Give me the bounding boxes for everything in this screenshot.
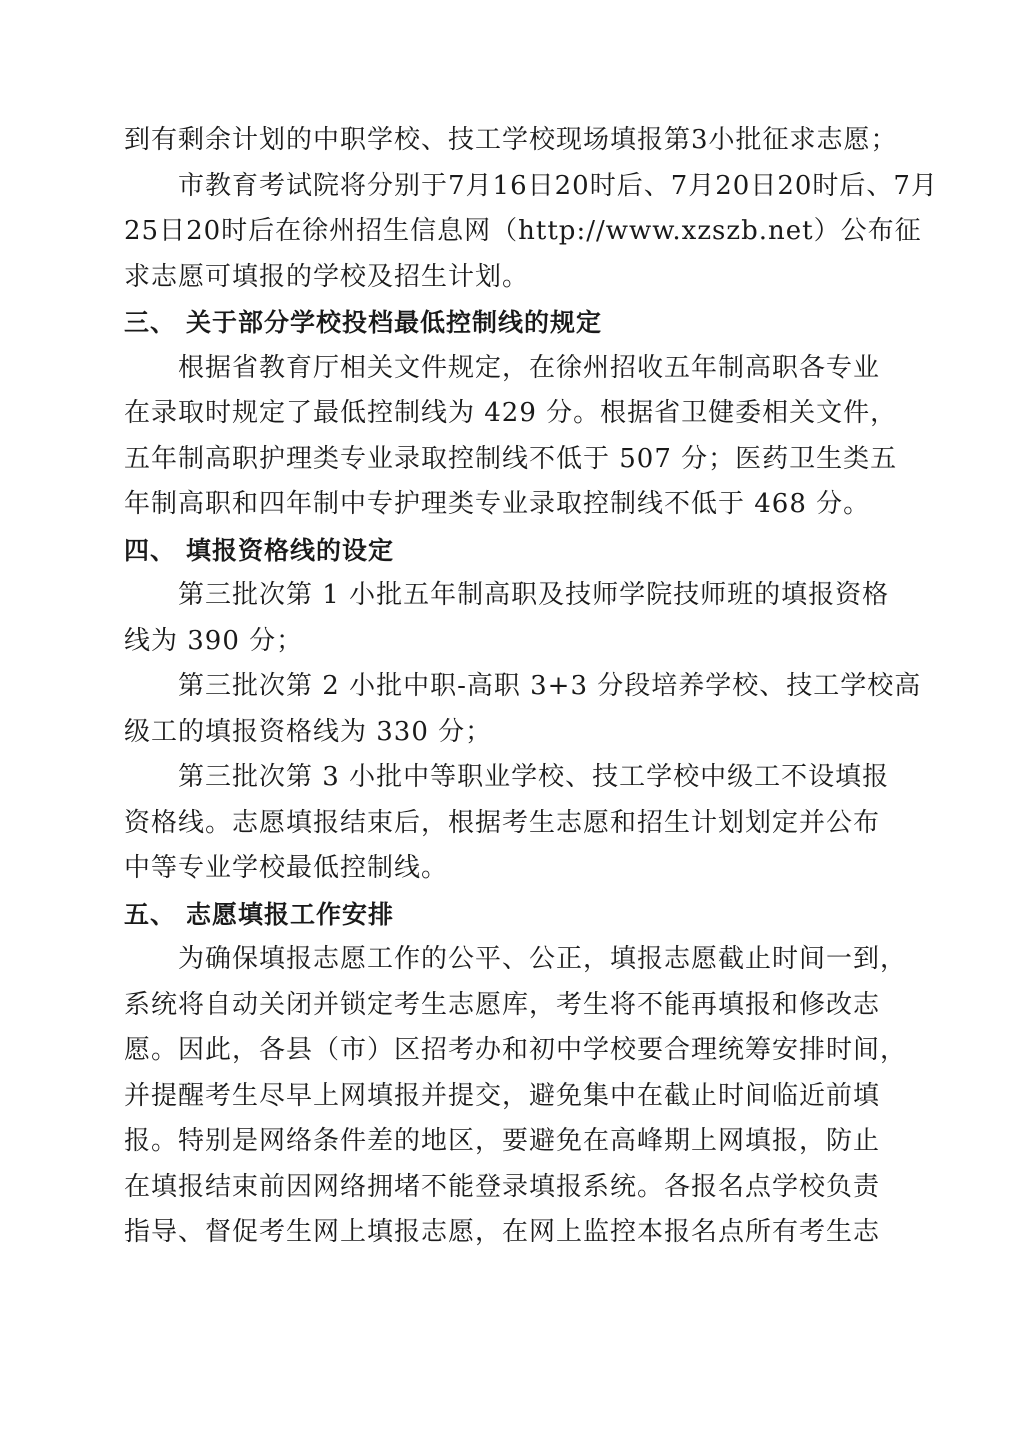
paragraph-first-line: 第三批次第 1 小批五年制高职及技师学院技师班的填报资格 [178, 580, 890, 610]
section-number: 五、 [124, 899, 177, 929]
paragraph-line: 愿。因此，各县（市）区招考办和初中学校要合理统筹安排时间， [124, 1035, 908, 1065]
paragraph-line: 线为 390 分； [124, 625, 304, 656]
paragraph-line: 在录取时规定了最低控制线为 429 分。根据省卫健委相关文件， [124, 398, 898, 428]
paragraph-line: 25日20时后在徐州招生信息网（http://www.xzszb.net）公布征 [124, 216, 922, 246]
section-number: 三、 [124, 308, 177, 337]
paragraph-first-line: 市教育考试院将分别于7月16日20时后、7月20日20时后、7月 [178, 170, 938, 201]
paragraph-first-line: 为确保填报志愿工作的公平、公正，填报志愿截止时间一到， [178, 944, 908, 974]
paragraph-line: 年制高职和四年制中专护理类专业录取控制线不低于 468 分。 [124, 489, 871, 519]
paragraph-line: 报。特别是网络条件差的地区，要避免在高峰期上网填报，防止 [124, 1126, 881, 1156]
section-heading [124, 528, 904, 574]
document-body [124, 118, 938, 1256]
section-number: 四、 [124, 535, 177, 565]
paragraph-line: 求志愿可填报的学校及招生计划。 [124, 261, 530, 292]
paragraph-line: 资格线。志愿填报结束后，根据考生志愿和招生计划划定并公布 [124, 807, 881, 838]
section-heading [124, 892, 904, 938]
paragraph-line: 指导、督促考生网上填报志愿，在网上监控本报名点所有考生志 [124, 1217, 881, 1247]
paragraph-line: 到有剩余计划的中职学校、技工学校现场填报第3小批征求志愿； [124, 125, 898, 155]
paragraph-line: 中等专业学校最低控制线。 [124, 853, 449, 883]
paragraph-line: 并提醒考生尽早上网填报并提交，避免集中在截止时间临近前填 [124, 1080, 881, 1111]
paragraph-first-line: 根据省教育厅相关文件规定，在徐州招收五年制高职各专业 [178, 352, 881, 383]
paragraph-line: 级工的填报资格线为 330 分； [124, 716, 493, 747]
document-page [124, 118, 938, 1256]
paragraph-first-line: 第三批次第 3 小批中等职业学校、技工学校中级工不设填报 [178, 762, 890, 792]
section-title: 关于部分学校投档最低控制线的规定 [186, 308, 603, 337]
paragraph-line: 在填报结束前因网络拥堵不能登录填报系统。各报名点学校负责 [124, 1171, 881, 1202]
paragraph-line: 系统将自动关闭并锁定考生志愿库，考生将不能再填报和修改志 [124, 989, 881, 1020]
section-title: 志愿填报工作安排 [186, 899, 395, 929]
paragraph-line: 五年制高职护理类专业录取控制线不低于 507 分；医药卫生类五 [124, 443, 898, 474]
paragraph-first-line: 第三批次第 2 小批中职-高职 3+3 分段培养学校、技工学校高 [178, 671, 922, 701]
section-title: 填报资格线的设定 [186, 535, 395, 565]
section-heading [124, 300, 904, 346]
